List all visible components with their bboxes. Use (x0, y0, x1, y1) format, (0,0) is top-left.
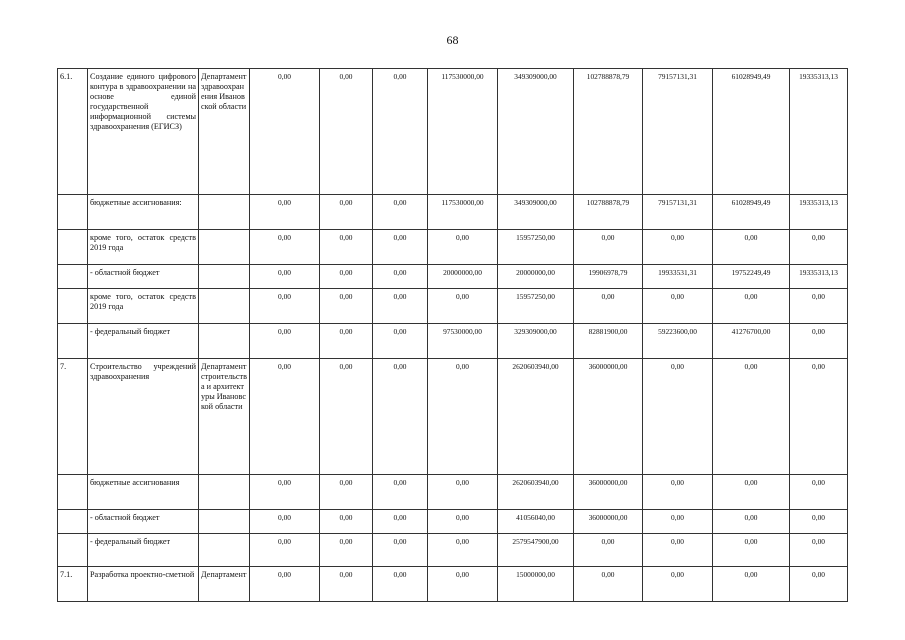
value-cell: 349309000,00 (498, 69, 574, 195)
value-cell: 79157131,31 (643, 195, 713, 230)
table-row (58, 475, 848, 510)
value-cell: 82881900,00 (574, 324, 643, 359)
value-cell: 36000000,00 (574, 359, 643, 475)
responsible-executor: Департамент (199, 567, 250, 602)
value-cell: 0,00 (373, 475, 428, 510)
value-cell: 0,00 (373, 324, 428, 359)
value-cell: 0,00 (250, 359, 320, 475)
row-name: бюджетные ассигнования: (88, 195, 199, 230)
value-cell: 0,00 (320, 534, 373, 567)
value-cell: 0,00 (250, 324, 320, 359)
value-cell: 59223600,00 (643, 324, 713, 359)
value-cell: 0,00 (574, 567, 643, 602)
row-index (58, 510, 88, 534)
value-cell: 102788878,79 (574, 69, 643, 195)
value-cell: 0,00 (320, 265, 373, 289)
table-row (58, 359, 848, 475)
value-cell: 0,00 (373, 195, 428, 230)
value-cell: 329309000,00 (498, 324, 574, 359)
value-cell: 0,00 (643, 359, 713, 475)
value-cell: 0,00 (790, 567, 848, 602)
value-cell: 0,00 (713, 230, 790, 265)
value-cell: 61028949,49 (713, 195, 790, 230)
row-index (58, 289, 88, 324)
table-row (58, 265, 848, 289)
value-cell: 19335313,13 (790, 195, 848, 230)
value-cell: 0,00 (713, 475, 790, 510)
page-number: 68 (446, 33, 459, 47)
value-cell: 61028949,49 (713, 69, 790, 195)
value-cell: 0,00 (428, 359, 498, 475)
value-cell: 0,00 (320, 69, 373, 195)
responsible-executor (199, 510, 250, 534)
responsible-executor (199, 289, 250, 324)
row-name: бюджетные ассигнования (88, 475, 199, 510)
value-cell: 41056040,00 (498, 510, 574, 534)
value-cell: 19335313,13 (790, 69, 848, 195)
row-index (58, 265, 88, 289)
row-name: кроме того, остаток средств 2019 года (88, 230, 199, 265)
value-cell: 0,00 (373, 230, 428, 265)
value-cell: 0,00 (790, 510, 848, 534)
table-row (58, 567, 848, 602)
value-cell: 0,00 (713, 510, 790, 534)
row-name: Строительство учреждений здравоохранения (88, 359, 199, 475)
table-body (58, 69, 848, 602)
table-row (58, 324, 848, 359)
table-row (58, 289, 848, 324)
value-cell: 117530000,00 (428, 69, 498, 195)
value-cell: 0,00 (250, 230, 320, 265)
value-cell: 0,00 (790, 475, 848, 510)
value-cell: 41276700,00 (713, 324, 790, 359)
value-cell: 0,00 (574, 289, 643, 324)
table-row (58, 195, 848, 230)
budget-table (57, 68, 848, 602)
value-cell: 0,00 (643, 534, 713, 567)
value-cell: 0,00 (790, 324, 848, 359)
value-cell: 0,00 (574, 534, 643, 567)
value-cell: 0,00 (713, 567, 790, 602)
row-index (58, 475, 88, 510)
row-name: - областной бюджет (88, 265, 199, 289)
value-cell: 15957250,00 (498, 230, 574, 265)
value-cell: 0,00 (250, 534, 320, 567)
table-row (58, 510, 848, 534)
value-cell: 0,00 (373, 534, 428, 567)
value-cell: 0,00 (643, 510, 713, 534)
value-cell: 0,00 (320, 510, 373, 534)
row-index: 6.1. (58, 69, 88, 195)
value-cell: 0,00 (373, 359, 428, 475)
value-cell: 0,00 (713, 289, 790, 324)
value-cell: 0,00 (373, 265, 428, 289)
value-cell: 15000000,00 (498, 567, 574, 602)
value-cell: 0,00 (320, 230, 373, 265)
value-cell: 36000000,00 (574, 510, 643, 534)
value-cell: 19906978,79 (574, 265, 643, 289)
value-cell: 0,00 (643, 567, 713, 602)
responsible-executor (199, 475, 250, 510)
value-cell: 19752249,49 (713, 265, 790, 289)
responsible-executor (199, 534, 250, 567)
value-cell: 102788878,79 (574, 195, 643, 230)
row-name: Разработка проектно-сметной (88, 567, 199, 602)
value-cell: 0,00 (790, 534, 848, 567)
value-cell: 0,00 (643, 289, 713, 324)
row-index: 7. (58, 359, 88, 475)
value-cell: 0,00 (320, 195, 373, 230)
value-cell: 0,00 (373, 510, 428, 534)
row-name: Создание единого цифрового контура в здравоохранении на основе единой государственной информационной системы здравоохранения (ЕГИСЗ) (88, 69, 199, 195)
value-cell: 20000000,00 (498, 265, 574, 289)
responsible-executor (199, 230, 250, 265)
value-cell: 0,00 (790, 359, 848, 475)
row-index (58, 195, 88, 230)
value-cell: 0,00 (250, 265, 320, 289)
value-cell: 0,00 (574, 230, 643, 265)
value-cell: 0,00 (713, 359, 790, 475)
responsible-executor: Департамент строительства и архитектуры Ивановской области (199, 359, 250, 475)
value-cell: 0,00 (428, 510, 498, 534)
row-index: 7.1. (58, 567, 88, 602)
value-cell: 0,00 (428, 230, 498, 265)
value-cell: 2620603940,00 (498, 475, 574, 510)
value-cell: 349309000,00 (498, 195, 574, 230)
row-index (58, 534, 88, 567)
value-cell: 117530000,00 (428, 195, 498, 230)
value-cell: 0,00 (643, 475, 713, 510)
table-row (58, 69, 848, 195)
value-cell: 0,00 (790, 289, 848, 324)
value-cell: 0,00 (790, 230, 848, 265)
value-cell: 0,00 (428, 289, 498, 324)
row-name: - областной бюджет (88, 510, 199, 534)
row-name: кроме того, остаток средств 2019 года (88, 289, 199, 324)
value-cell: 79157131,31 (643, 69, 713, 195)
value-cell: 0,00 (428, 534, 498, 567)
value-cell: 0,00 (320, 567, 373, 602)
responsible-executor: Департамент здравоохранения Ивановской области (199, 69, 250, 195)
value-cell: 15957250,00 (498, 289, 574, 324)
value-cell: 0,00 (428, 475, 498, 510)
value-cell: 2579547900,00 (498, 534, 574, 567)
value-cell: 0,00 (643, 230, 713, 265)
value-cell: 36000000,00 (574, 475, 643, 510)
value-cell: 0,00 (250, 195, 320, 230)
value-cell: 0,00 (320, 359, 373, 475)
value-cell: 0,00 (320, 475, 373, 510)
row-index (58, 324, 88, 359)
value-cell: 0,00 (250, 475, 320, 510)
value-cell: 0,00 (250, 289, 320, 324)
value-cell: 0,00 (373, 567, 428, 602)
value-cell: 0,00 (373, 69, 428, 195)
value-cell: 0,00 (428, 567, 498, 602)
value-cell: 0,00 (250, 510, 320, 534)
value-cell: 0,00 (373, 289, 428, 324)
value-cell: 2620603940,00 (498, 359, 574, 475)
row-name: - федеральный бюджет (88, 324, 199, 359)
table-row (58, 534, 848, 567)
value-cell: 0,00 (713, 534, 790, 567)
value-cell: 0,00 (320, 324, 373, 359)
table-row (58, 230, 848, 265)
value-cell: 0,00 (250, 69, 320, 195)
row-name: - федеральный бюджет (88, 534, 199, 567)
row-index (58, 230, 88, 265)
responsible-executor (199, 265, 250, 289)
responsible-executor (199, 324, 250, 359)
value-cell: 20000000,00 (428, 265, 498, 289)
value-cell: 19335313,13 (790, 265, 848, 289)
responsible-executor (199, 195, 250, 230)
value-cell: 0,00 (250, 567, 320, 602)
value-cell: 97530000,00 (428, 324, 498, 359)
value-cell: 19933531,31 (643, 265, 713, 289)
value-cell: 0,00 (320, 289, 373, 324)
